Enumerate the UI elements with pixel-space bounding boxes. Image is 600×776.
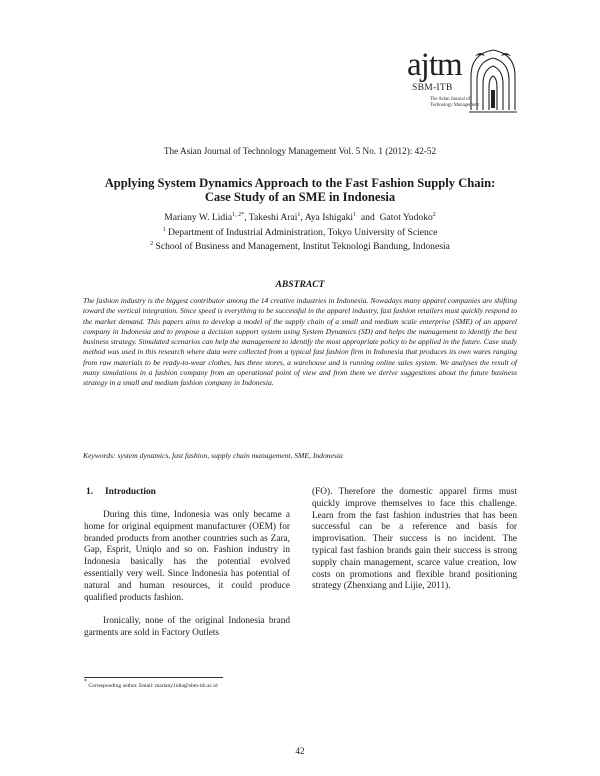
right-column: [312, 487, 517, 593]
paper-title: [60, 176, 540, 204]
author-list: [0, 212, 600, 223]
keywords: Keywords: system dynamics, fast fashion, supply chain management, SME, Indonesia: [83, 451, 343, 460]
footnote-divider: [84, 677, 223, 678]
logo-wordmark: ajtm: [407, 47, 462, 83]
footnote-mark: *: [84, 679, 87, 685]
affiliation-text: Department of Industrial Administration, Tokyo University of Science: [168, 227, 438, 238]
logo-tagline-line2: Technology Management: [430, 102, 479, 108]
author-name: Takeshi Arai: [248, 212, 298, 223]
paper-title-line1: Applying System Dynamics Approach to the Fast Fashion Supply Chain:: [104, 176, 496, 190]
author-affiliation-mark: 1: [353, 212, 357, 218]
page-number: 42: [295, 747, 305, 757]
author-separator: ,: [300, 212, 305, 223]
affiliation-mark: 1: [162, 227, 166, 233]
body-paragraph: (FO). Therefore the domestic apparel firms must quickly improve themselves to face this challenge. Learn from the fast fashion industries that has been successful can be a reference and basis for improvisation. Their success is no incident. The typical fast fashion brands gain their success is strong supply chain management, scarce value creation, low costs on promotions and flexible brand positioning strategy (Zhenxiang and Lijie, 2011).: [312, 487, 517, 592]
author-name: Mariany W. Lidia: [164, 212, 233, 223]
author-name: Aya Ishigaki: [304, 212, 354, 223]
journal-citation: The Asian Journal of Technology Management Vol. 5 No. 1 (2012): 42-52: [163, 146, 437, 156]
logo-tagline-line1: The Asian Journal of: [430, 97, 471, 102]
section-heading: [86, 487, 156, 497]
author-affiliation-mark: 1, 2*: [232, 212, 245, 218]
abstract-heading: ABSTRACT: [275, 279, 325, 290]
body-paragraph: Ironically, none of the original Indonesia brand garments are sold in Factory Outlets: [84, 616, 290, 639]
section-number: 1.: [86, 487, 94, 497]
footnote-text: Corresponding author. Email: mariany.lidia@sbm-itb.ac.id: [88, 683, 218, 689]
section-title: Introduction: [105, 487, 156, 497]
affiliation-text: School of Business and Management, Institut Teknologi Bandung, Indonesia: [155, 241, 450, 252]
author-affiliation-mark: 1: [297, 212, 301, 218]
body-paragraph: During this time, Indonesia was only became a home for original equipment manufacturer (OEM) for branded products from another countries such as Zara, Gap, Esprit, Uniqlo and so on. Fashion industry in Indonesia basically has the potential evolved essentially very well. Since Indonesia has potential of natural and human resources, it could produce qualified products fashion.: [84, 510, 290, 603]
logo-subtitle: SBM-ITB: [412, 83, 453, 93]
affiliation-2: [0, 241, 600, 252]
left-column: [84, 510, 290, 640]
logo-emblem-icon: [467, 46, 519, 114]
affiliation-1: [0, 227, 600, 238]
author-affiliation-mark: 2: [432, 212, 436, 218]
abstract-body: The fashion industry is the biggest contributor among the 14 creative industries in Indonesia. Nowadays many apparel companies are shifting toward the vertical integration. Since speed is everything to be successful in the apparel industry, fast fashion retailers must quickly respond to the market demand. This papers aims to develop a model of the supply chain of a small and medium scale enterprise (SME) of an apparel company in Indonesia and to propose a decision support system using System Dynamics (SD) and helps the management to identify the best business strategy. Simulated scenarios can help the management to identify the most appropriate policy to be applied in the future. Case study method was used in this research where data were collected from a typical fast fashion firm in Indonesia that produces its own wares ranging from raw materials to be ready-to-wear clothes, has three stores, a warehouse and is running online sales system. We analyses the result of many simulations in a fashion company from an operational point of view and from them we derive suggestions about the future business strategy in a small and medium fashion company in Indonesia.: [83, 296, 517, 388]
affiliation-mark: 2: [150, 241, 154, 247]
author-separator: and: [356, 212, 378, 223]
author-separator: ,: [244, 212, 249, 223]
footnote: [84, 679, 218, 689]
author-name: Gatot Yudoko: [379, 212, 433, 223]
paper-title-line2: Case Study of an SME in Indonesia: [204, 190, 396, 204]
